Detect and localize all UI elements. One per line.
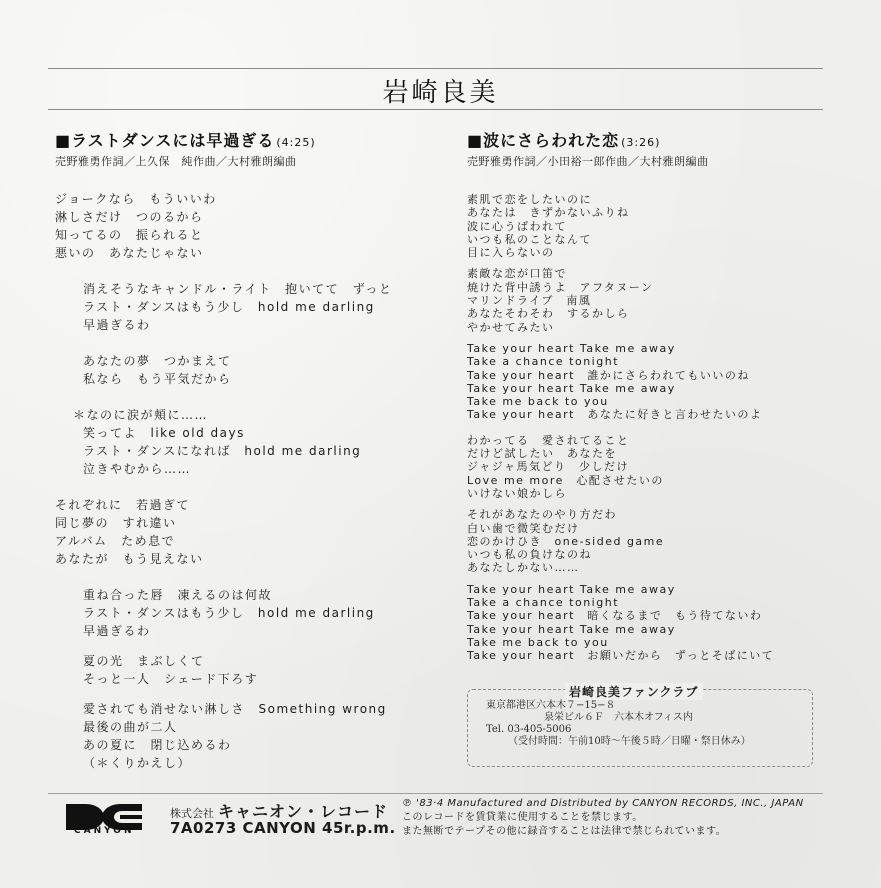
song1-stanza-6 (55, 586, 435, 640)
lyric-line: 重ね合った唇 凍えるのは何故 (83, 588, 273, 602)
artist-name: 岩崎良美 (382, 78, 499, 108)
song2-stanza-5 (467, 508, 827, 574)
song2-stanza-6 (467, 583, 827, 663)
song2-title: ■波にさらわれた恋 (467, 131, 620, 150)
lyric-line: （＊くりかえし） (83, 756, 192, 770)
lyric-line: あなたの夢 つかまえて (83, 354, 232, 368)
lyric-line: 素敵な恋が口笛で (467, 267, 567, 281)
song1-duration: (4:25) (276, 136, 316, 149)
lyric-line: 最後の曲が二人 (83, 720, 178, 734)
song1-stanza-5 (55, 496, 435, 568)
lyric-line: 淋しさだけ つのるから (55, 210, 204, 224)
lyric-line: アルバム ため息で (55, 534, 176, 548)
lyric-line: 早過ぎるわ (83, 624, 151, 638)
lyric-line: ラスト・ダンスはもう少し hold me darling (83, 300, 375, 314)
song1-stanza-2 (55, 280, 435, 334)
lyric-line: あの夏に 閉じ込めるわ (83, 738, 232, 752)
lyric-line: ジョークなら もういいわ (55, 192, 217, 206)
lyric-line: やかせてみたい (467, 320, 555, 334)
rental-notice: このレコードを賃貸業に使用することを禁じます。 (402, 812, 643, 823)
song2-stanza-4 (467, 434, 827, 500)
lyric-line: ジャジャ馬気どり 少しだけ (467, 460, 630, 474)
lyric-line: Take me back to you (467, 395, 609, 409)
fanclub-address-1: 東京都港区六本木７−15−８ (486, 700, 616, 711)
legal-notice (402, 797, 804, 839)
lyric-line: 知ってるの 振られると (55, 228, 204, 242)
lyric-line: ラスト・ダンスになれば hold me darling (83, 444, 362, 458)
lyric-line: ラスト・ダンスはもう少し hold me darling (83, 606, 375, 620)
song1-stanza-1 (55, 190, 435, 262)
song2-stanza-2 (467, 267, 827, 333)
lyric-line: Take a chance tonight (467, 355, 620, 369)
lyric-line: Take your heart Take me away (467, 582, 676, 596)
lyric-line: Take your heart Take me away (467, 341, 676, 355)
header-rule (48, 109, 823, 110)
lyric-line: あなたは きずかないふりね (467, 206, 630, 220)
lyric-line: 早過ぎるわ (83, 318, 151, 332)
lyric-line: 素肌で恋をしたいのに (467, 193, 592, 206)
lyric-line: いつも私のことなんて (467, 232, 592, 246)
lyric-line: あなたそわそわ するかしら (467, 307, 630, 321)
lyric-line: そっと一人 シェード下ろす (83, 672, 259, 686)
song1-title-block (55, 128, 316, 151)
song2-lyrics (467, 193, 827, 663)
lyric-line: 波に心うばわれて (467, 219, 567, 233)
lyric-line: Take your heart 暗くなるまで もう待てないわ (467, 609, 763, 623)
song2-duration: (3:26) (621, 136, 661, 149)
lyric-line: 悪いの あなたじゃない (55, 246, 204, 260)
lyric-line: 目に入らないの (467, 246, 555, 260)
lyric-line: 白い歯で微笑むだけ (467, 521, 580, 535)
lyric-line: 愛されても消せない淋しさ Something wrong (83, 702, 387, 716)
canyon-logo-text: CANYON (74, 826, 135, 836)
fanclub-hours: （受付時間：午前10時〜午後５時／日曜・祭日休み） (508, 736, 751, 747)
footer-rule (48, 793, 823, 794)
lyric-line: あなたが もう見えない (55, 552, 204, 566)
lyric-line: Take a chance tonight (467, 596, 620, 610)
company-name: キャニオン・レコード (218, 802, 389, 821)
fanclub-address-2: 泉栄ビル６Ｆ 六本木オフィス内 (544, 712, 693, 723)
manufactured-notice: ℗ '83·4 Manufactured and Distributed by CANYON RECORDS, INC., JAPAN (402, 798, 804, 809)
song2-stanza-3 (467, 342, 827, 422)
lyric-line: Take your heart Take me away (467, 622, 676, 636)
catalog-number: 7A0273 CANYON 45r.p.m. (170, 819, 396, 837)
lyric-line: いつも私の負けなのね (467, 548, 592, 562)
lyric-line: 消えそうなキャンドル・ライト 抱いてて ずっと (83, 282, 393, 296)
lyric-line: わかってる 愛されてること (467, 433, 630, 447)
fanclub-box (467, 689, 813, 767)
lyric-line: 焼けた背中誘うよ アフタヌーン (467, 280, 654, 294)
lyric-line: 夏の光 まぶしくて (83, 654, 205, 668)
song1-stanza-8 (55, 700, 435, 772)
song2-stanza-1 (467, 193, 827, 259)
lyric-line: 私なら もう平気だから (83, 372, 232, 386)
top-rule (48, 68, 823, 69)
lyric-line: マリンドライブ 南風 (467, 294, 592, 308)
lyric-line: 同じ夢の すれ違い (55, 516, 177, 530)
song1-stanza-4 (55, 406, 435, 478)
song1-title: ■ラストダンスには早過ぎる (55, 131, 275, 150)
company-prefix: 株式会社 (170, 807, 214, 820)
lyric-line: 泣きやむから…… (83, 462, 192, 476)
fanclub-title: 岩崎良美ファンクラブ (565, 683, 703, 700)
lyric-line: Take your heart Take me away (467, 381, 676, 395)
lyric-line: それがあなたのやり方だわ (467, 508, 617, 522)
lyric-line: だけど試したい あなたを (467, 447, 617, 461)
lyric-line: Take your heart 誰かにさらわれてもいいのね (467, 368, 750, 382)
fanclub-tel: Tel. 03-405-5006 (486, 724, 572, 735)
lyric-line: 恋のかけひき one-sided game (467, 534, 665, 548)
lyric-line: あなたしかない…… (467, 561, 580, 575)
copy-notice: また無断でテープその他に録音することは法律で禁じられています。 (402, 826, 727, 837)
lyric-line: Love me more 心配させたいの (467, 473, 664, 487)
lyric-line: Take me back to you (467, 635, 609, 649)
lyric-line: Take your heart お願いだから ずっとそばにいて (467, 649, 775, 663)
song2-title-block (467, 128, 660, 151)
lyric-line: いけない娘かしら (467, 486, 567, 500)
song1-stanza-7 (55, 652, 435, 688)
song2-credit: 売野雅勇作詞／小田裕一郎作曲／大村雅朗編曲 (467, 155, 709, 168)
song1-stanza-3 (55, 352, 435, 388)
lyric-line: 笑ってよ like old days (83, 426, 245, 440)
song1-credit: 売野雅勇作詞／上久保 純作曲／大村雅朗編曲 (55, 155, 297, 168)
lyric-line: ＊なのに涙が頬に…… (73, 408, 209, 422)
lyric-line: それぞれに 若過ぎて (55, 498, 191, 512)
lyric-line: Take your heart あなたに好きと言わせたいのよ (467, 408, 763, 422)
song1-lyrics (55, 190, 435, 772)
